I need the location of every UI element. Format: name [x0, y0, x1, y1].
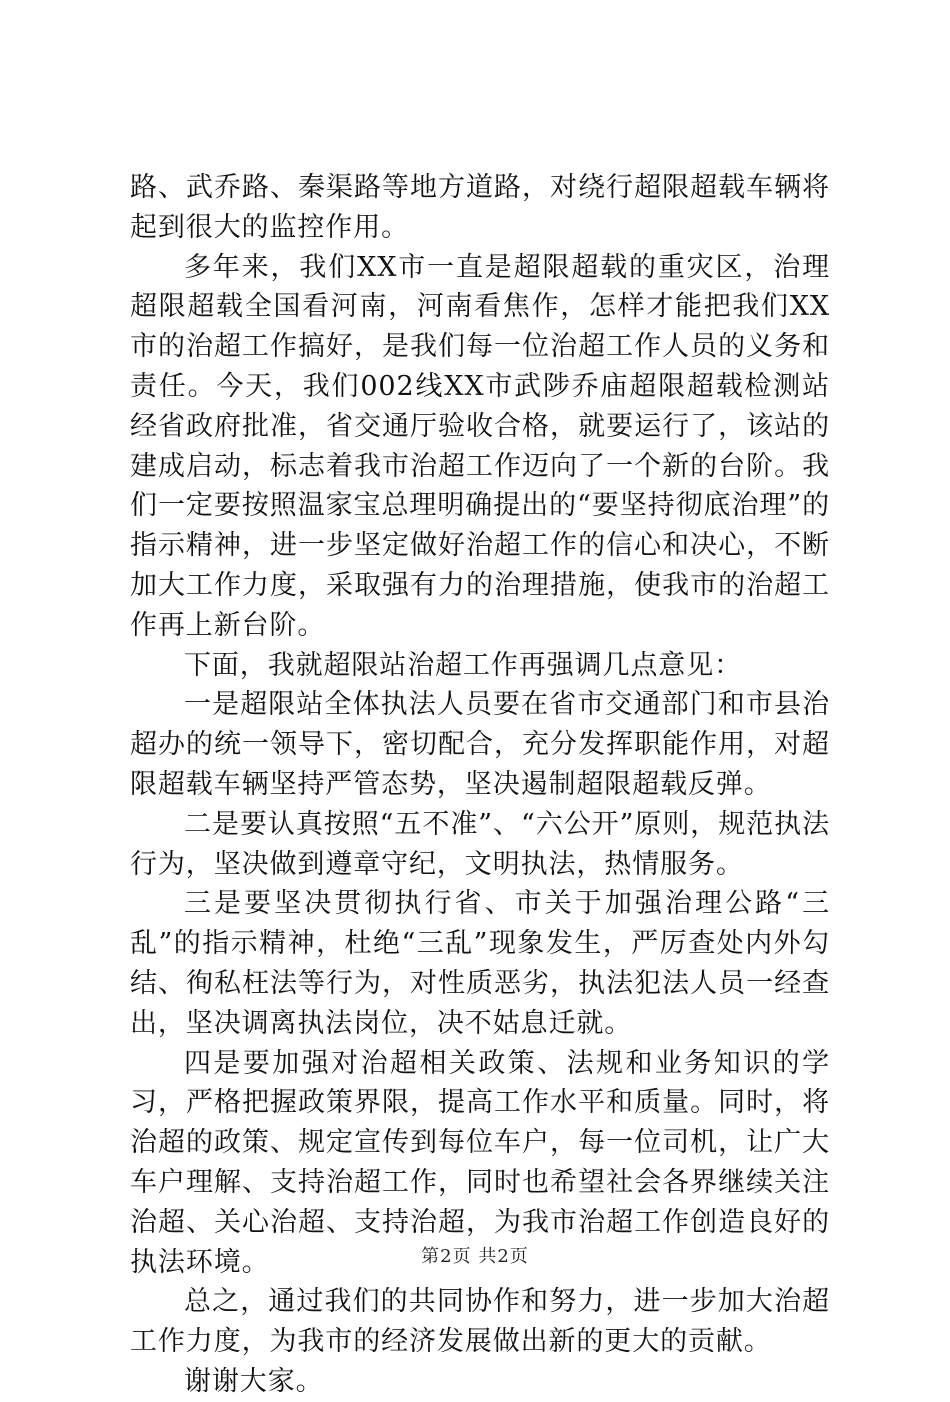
paragraph-continuation: 路、武乔路、秦渠路等地方道路，对绕行超限超载车辆将起到很大的监控作用。	[130, 172, 830, 243]
paragraph-thanks: 谢谢大家。	[184, 1365, 324, 1397]
paragraph-conclusion: 总之，通过我们的共同协作和努力，进一步加大治超工作力度，为我市的经济发展做出新的更大的贡献。	[130, 1286, 830, 1358]
paragraph-point-one: 一是超限站全体执法人员要在省市交通部门和市县治超办的统一领导下，密切配合，充分发挥职能作用，对超限超载车辆坚持严管态势，坚决遏制超限超载反弹。	[130, 689, 830, 800]
document-body	[130, 168, 830, 1402]
paragraph-intro-points: 下面，我就超限站治超工作再强调几点意见：	[184, 649, 742, 681]
page-number-footer: 第2页 共2页	[421, 1246, 529, 1267]
paragraph-point-two: 二是要认真按照“五不准”、“六公开”原则，规范执法行为，坚决做到遵章守纪，文明执法，热情服务。	[130, 808, 830, 880]
paragraph-point-four: 四是要加强对治超相关政策、法规和业务知识的学习，严格把握政策界限，提高工作水平和质量。同时，将治超的政策、规定宣传到每位车户，每一位司机，让广大车户理解、支持治超工作，同时也希望社会各界继续关注治超、关心治超、支持治超，为我市治超工作创造良好的执法环境。	[130, 1047, 830, 1278]
paragraph-background: 多年来，我们XX市一直是超限超载的重灾区，治理超限超载全国看河南，河南看焦作，怎样才能把我们XX市的治超工作搞好，是我们每一位治超工作人员的义务和责任。今天，我们002线XX市武陟乔庙超限超载检测站经省政府批准，省交通厅验收合格，就要运行了，该站的建成启动，标志着我市治超工作迈向了一个新的台阶。我们一定要按照温家宝总理明确提出的“要坚持彻底治理”的指示精神，进一步坚定做好治超工作的信心和决心，不断加大工作力度，采取强有力的治理措施，使我市的治超工作再上新台阶。	[130, 251, 830, 641]
paragraph-point-three: 三是要坚决贯彻执行省、市关于加强治理公路“三乱”的指示精神，杜绝“三乱”现象发生，严厉查处内外勾结、徇私枉法等行为，对性质恶劣，执法犯法人员一经查出，坚决调离执法岗位，决不姑息迁就。	[130, 888, 830, 1039]
